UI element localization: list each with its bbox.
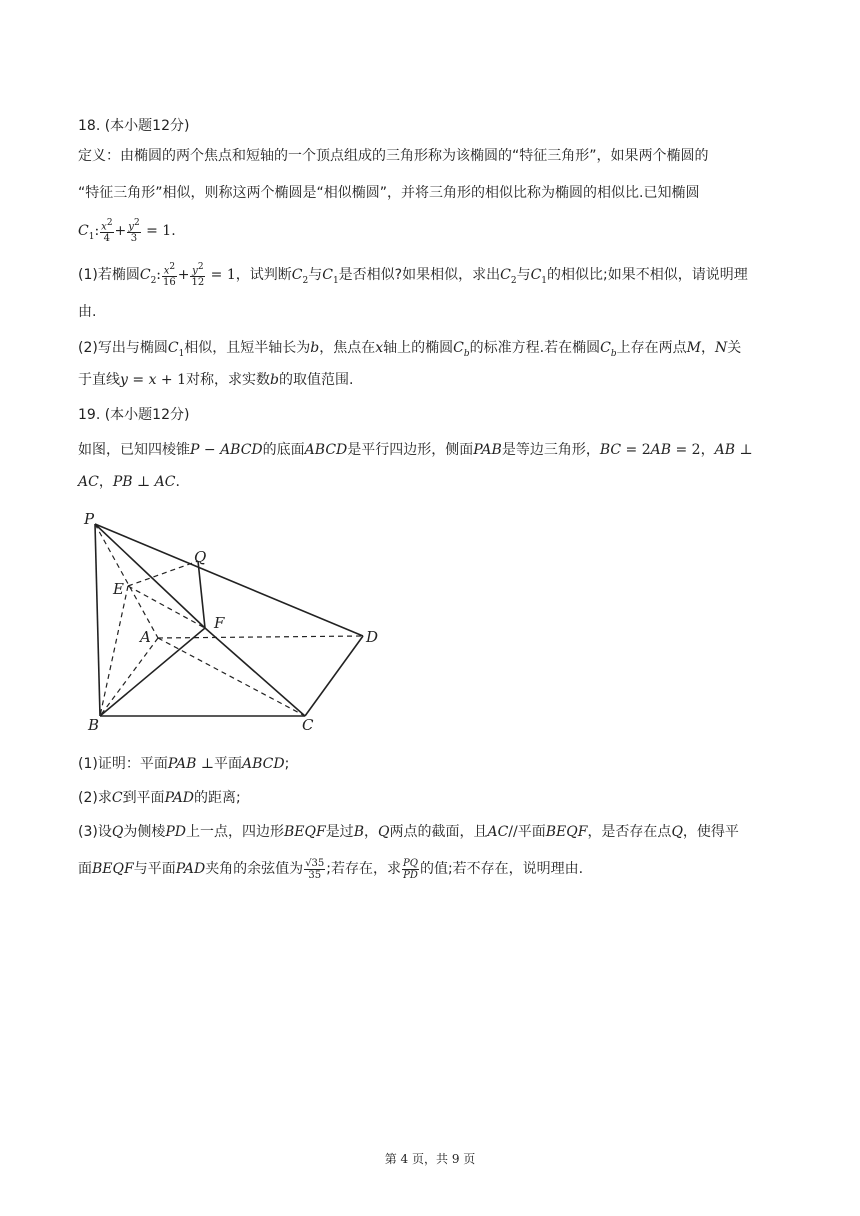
edge-fc — [205, 628, 305, 716]
label-e: E — [113, 580, 124, 598]
q18-ellipse-c1: $C_1$: $\frac{x^2}{4}$ + $\frac{y^2}{3}$ = 1. — [78, 218, 176, 245]
edge-pf — [95, 524, 205, 628]
q18-part2-line2: 于直线y = x + 1对称，求实数b的取值范围. — [78, 372, 354, 388]
edge-pd — [95, 524, 363, 636]
q19-part3-line1: (3)设Q为侧棱PD上一点，四边形BEQF是过B，Q两点的截面，且AC//平面BEQF，是否存在点Q，使得平 — [78, 824, 739, 840]
page-footer: 第 4 页，共 9 页 — [384, 1152, 476, 1166]
label-f: F — [214, 614, 225, 632]
label-p: P — [84, 510, 95, 528]
edge-pa — [95, 524, 158, 638]
q18-header: 18. (本小题12分) — [78, 118, 190, 134]
edge-pb — [95, 524, 100, 716]
q18-definition-line2: “特征三角形”相似，则称这两个椭圆是“相似椭圆”，并将三角形的相似比称为椭圆的相似比.已知椭圆 — [78, 185, 700, 201]
q19-part1: (1)证明：平面PAB ⊥平面ABCD; — [78, 756, 290, 772]
edge-fq — [198, 561, 205, 628]
q19-statement-line1: 如图，已知四棱锥P − ABCD的底面ABCD是平行四边形，侧面PAB是等边三角形，BC = 2AB = 2，AB ⊥ — [78, 442, 753, 458]
edge-ad — [158, 636, 363, 638]
q19-part2: (2)求C到平面PAD的距离; — [78, 790, 241, 806]
label-d: D — [366, 628, 379, 646]
label-q: Q — [194, 548, 207, 566]
q19-header: 19. (本小题12分) — [78, 407, 190, 423]
q18-part1-end: 由. — [78, 304, 97, 320]
label-a: A — [140, 628, 151, 646]
q18-definition-line1: 定义：由椭圆的两个焦点和短轴的一个顶点组成的三角形称为该椭圆的“特征三角形”，如果两个椭圆的 — [78, 148, 709, 164]
label-c: C — [302, 716, 314, 734]
pyramid-figure — [80, 508, 390, 736]
label-b: B — [88, 716, 100, 734]
q19-part3-line2: 面BEQF与平面PAD夹角的余弦值为 $\frac{√35}{35}$ ;若存在，求 $\frac{PQ}{PD}$ 的值;若不存在，说明理由. — [78, 857, 584, 881]
q18-part1: (1)若椭圆$C_2$: $\frac{x^2}{16}$ + $\frac{y^2}{12}$ = 1，试判断$C_2$与$C_1$是否相似?如果相似，求出$C_2$与$C_1$的相似比;如果不相似，请说明理 — [78, 262, 748, 289]
edge-cd — [305, 636, 363, 716]
q18-part2-line1: (2)写出与椭圆$C_1$相似，且短半轴长为b，焦点在x轴上的椭圆$C_b$的标准方程.若在椭圆$C_b$上存在两点M，N关 — [78, 340, 742, 359]
q19-statement-line2: AC，PB ⊥ AC. — [78, 474, 180, 490]
